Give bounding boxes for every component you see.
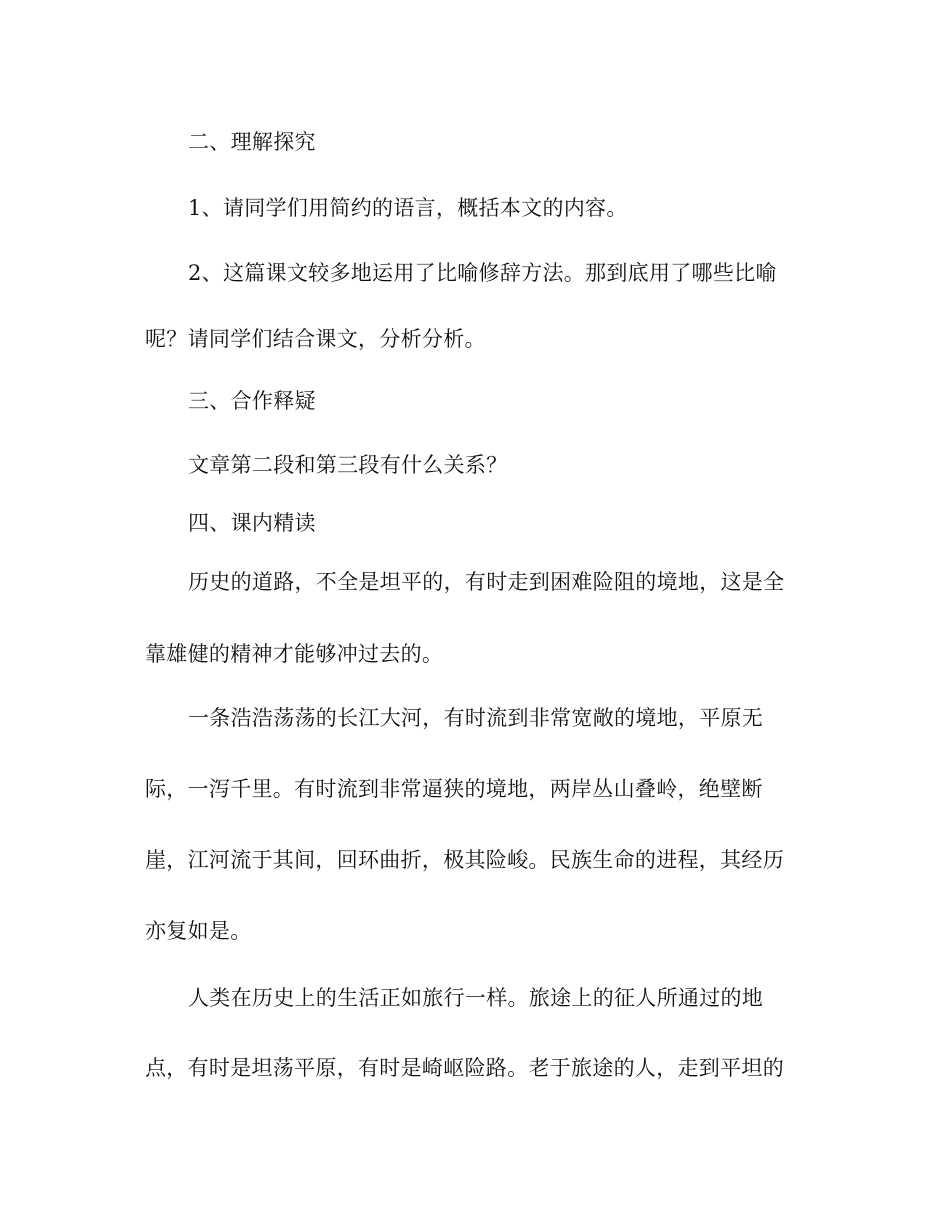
paragraph-1-line-1: 历史的道路，不全是坦平的，有时走到困难险阻的境地，这是全 — [188, 570, 785, 594]
paragraph-3-line-1: 人类在历史上的生活正如旅行一样。旅途上的征人所通过的地 — [188, 986, 764, 1010]
paragraph-1-line-2: 靠雄健的精神才能够冲过去的。 — [145, 642, 444, 666]
question-2-line-2: 呢？请同学们结合课文，分析分析。 — [145, 327, 486, 351]
paragraph-2-line-2: 际，一泻千里。有时流到非常逼狭的境地，两岸丛山叠岭，绝壁断 — [145, 777, 763, 801]
section-heading-4: 四、课内精读 — [188, 511, 316, 535]
paragraph-2-line-1: 一条浩浩荡荡的长江大河，有时流到非常宽敞的境地，平原无 — [188, 706, 764, 730]
question-3: 文章第二段和第三段有什么关系？ — [188, 453, 508, 477]
paragraph-2-line-3: 崖，江河流于其间，回环曲折，极其险峻。民族生命的进程，其经历 — [145, 848, 784, 872]
paragraph-3-line-2: 点，有时是坦荡平原，有时是崎岖险路。老于旅途的人，走到平坦的 — [145, 1056, 784, 1080]
question-1: 1、请同学们用简约的语言，概括本文的内容。 — [188, 196, 628, 220]
paragraph-2-line-4: 亦复如是。 — [145, 919, 252, 943]
section-heading-3: 三、合作释疑 — [188, 389, 316, 413]
section-heading-2: 二、理解探究 — [188, 130, 316, 154]
question-2-line-1: 2、这篇课文较多地运用了比喻修辞方法。那到底用了哪些比喻 — [188, 261, 777, 285]
